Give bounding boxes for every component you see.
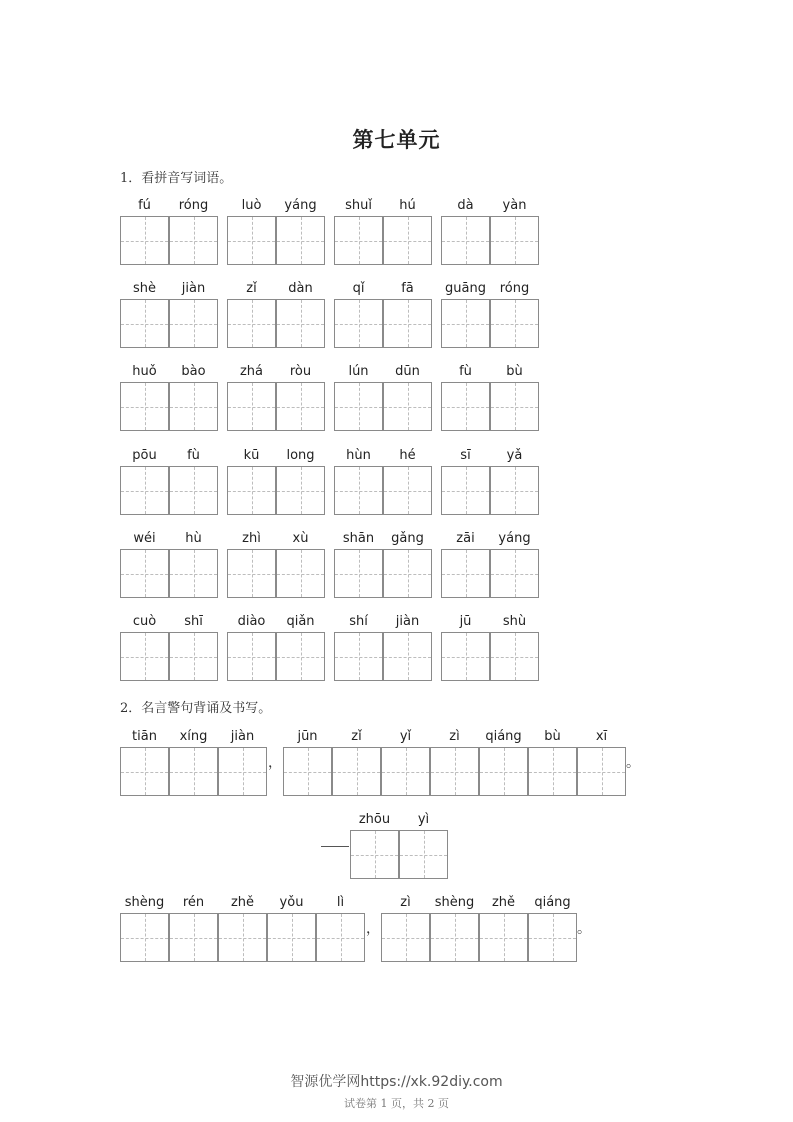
pinyin-label: hù [185,531,202,546]
writing-cell[interactable] [383,466,432,515]
pinyin-label: yì [417,812,430,827]
pinyin-label: róng [499,281,530,296]
writing-cell[interactable] [169,913,218,962]
pinyin-label: dàn [288,281,313,296]
writing-cell[interactable] [441,466,490,515]
pinyin-label: pōu [132,448,157,463]
pinyin-label: shī [184,614,203,629]
writing-cell[interactable] [276,299,325,348]
writing-cell[interactable] [441,216,490,265]
period: 。 [577,921,591,937]
watermark: 智源优学网https://xk.92diy.com [290,1074,503,1090]
writing-cell[interactable] [120,632,169,681]
question-2-label: 2．名言警句背诵及书写。 [120,701,272,716]
writing-cell[interactable] [227,216,276,265]
period: 。 [626,755,640,771]
writing-cell[interactable] [383,382,432,431]
writing-cell[interactable] [120,549,169,598]
writing-cell[interactable] [276,549,325,598]
pinyin-label: shù [502,614,527,629]
pinyin-label: tiān [132,729,157,744]
writing-cell[interactable] [441,299,490,348]
pinyin-label: yǎ [506,448,523,463]
pinyin-label: shuǐ [345,198,372,213]
writing-cell[interactable] [334,216,383,265]
writing-cell[interactable] [169,299,218,348]
writing-cell[interactable] [283,747,332,796]
author-dash [321,846,349,847]
pinyin-label: jiàn [230,729,255,744]
pinyin-label: dūn [395,364,420,379]
pinyin-label: zǐ [351,729,362,744]
writing-cell[interactable] [120,299,169,348]
writing-cell[interactable] [120,382,169,431]
writing-cell[interactable] [169,747,218,796]
writing-cell[interactable] [490,382,539,431]
pinyin-label: hú [399,198,416,213]
pinyin-label: qiáng [485,729,522,744]
writing-cell[interactable] [267,913,316,962]
writing-cell[interactable] [430,913,479,962]
writing-cell[interactable] [218,747,267,796]
pinyin-label: hé [399,448,416,463]
writing-cell[interactable] [316,913,365,962]
pinyin-label: huǒ [132,364,157,379]
writing-cell[interactable] [169,216,218,265]
pinyin-label: zì [449,729,460,744]
pinyin-label: yàn [502,198,527,213]
pinyin-label: jūn [297,729,318,744]
pinyin-label: bù [544,729,561,744]
pinyin-label: jiàn [181,281,206,296]
pinyin-label: shí [349,614,368,629]
pinyin-label: bào [181,364,206,379]
comma: ， [268,755,282,771]
writing-cell[interactable] [332,747,381,796]
pinyin-label: zǐ [246,281,257,296]
pinyin-label: yáng [284,198,317,213]
pinyin-label: long [286,448,315,463]
writing-cell[interactable] [383,216,432,265]
pinyin-label: gǎng [391,531,424,546]
writing-cell[interactable] [490,466,539,515]
pinyin-label: yǐ [399,729,412,744]
pinyin-label: sī [460,448,471,463]
pinyin-label: qiáng [534,895,571,910]
pinyin-label: zhě [491,895,516,910]
pinyin-label: fù [187,448,200,463]
pinyin-label: wéi [133,531,156,546]
pinyin-label: hùn [346,448,371,463]
writing-cell[interactable] [334,466,383,515]
pinyin-label: qǐ [352,281,365,296]
writing-cell[interactable] [381,913,430,962]
pinyin-label: yǒu [279,895,304,910]
writing-cell[interactable] [276,466,325,515]
pinyin-label: zhě [230,895,255,910]
writing-cell[interactable] [276,632,325,681]
writing-cell[interactable] [120,747,169,796]
writing-cell[interactable] [334,299,383,348]
writing-cell[interactable] [490,299,539,348]
pinyin-label: xíng [179,729,208,744]
pinyin-label: rén [182,895,205,910]
pinyin-label: zhōu [358,812,391,827]
pinyin-label: shè [132,281,156,296]
writing-cell[interactable] [490,549,539,598]
pinyin-label: luò [241,198,262,213]
pinyin-label: shèng [124,895,165,910]
page-number: 试卷第 1 页，共 2 页 [344,1097,449,1110]
pinyin-label: bù [506,364,523,379]
pinyin-label: shān [342,531,375,546]
pinyin-label: xī [595,729,608,744]
writing-cell[interactable] [490,632,539,681]
writing-cell[interactable] [577,747,626,796]
writing-cell[interactable] [169,632,218,681]
writing-cell[interactable] [383,549,432,598]
pinyin-label: xù [292,531,309,546]
writing-cell[interactable] [276,216,325,265]
pinyin-label: fù [459,364,472,379]
pinyin-label: lì [336,895,345,910]
writing-cell[interactable] [383,632,432,681]
writing-cell[interactable] [490,216,539,265]
writing-cell[interactable] [227,632,276,681]
writing-cell[interactable] [334,632,383,681]
pinyin-label: fú [138,198,151,213]
writing-cell[interactable] [381,747,430,796]
writing-cell[interactable] [441,632,490,681]
writing-cell[interactable] [218,913,267,962]
writing-cell[interactable] [120,466,169,515]
pinyin-label: diào [237,614,266,629]
writing-cell[interactable] [227,549,276,598]
pinyin-label: zāi [456,531,475,546]
writing-cell[interactable] [334,549,383,598]
comma: ， [366,921,380,937]
writing-cell[interactable] [350,830,399,879]
writing-cell[interactable] [383,299,432,348]
writing-cell[interactable] [441,549,490,598]
pinyin-label: zhá [239,364,264,379]
pinyin-label: jū [459,614,472,629]
pinyin-label: kū [243,448,260,463]
pinyin-label: cuò [132,614,157,629]
writing-cell[interactable] [227,299,276,348]
pinyin-label: ròu [289,364,312,379]
writing-cell[interactable] [169,382,218,431]
pinyin-label: fā [401,281,414,296]
pinyin-label: guāng [445,281,486,296]
writing-cell[interactable] [227,382,276,431]
pinyin-label: róng [178,198,209,213]
writing-cell[interactable] [120,216,169,265]
pinyin-label: zhì [242,531,261,546]
pinyin-label: qiǎn [286,614,315,629]
page-title: 第七单元 [352,127,441,152]
pinyin-label: yáng [498,531,531,546]
writing-cell[interactable] [430,747,479,796]
pinyin-label: dà [457,198,474,213]
writing-cell[interactable] [120,913,169,962]
pinyin-label: shèng [434,895,475,910]
writing-cell[interactable] [479,747,528,796]
pinyin-label: jiàn [395,614,420,629]
writing-cell[interactable] [528,747,577,796]
writing-cell[interactable] [227,466,276,515]
writing-cell[interactable] [169,466,218,515]
pinyin-label: zì [400,895,411,910]
writing-cell[interactable] [169,549,218,598]
writing-cell[interactable] [334,382,383,431]
question-1-label: 1．看拼音写词语。 [120,171,233,186]
writing-cell[interactable] [479,913,528,962]
writing-cell[interactable] [528,913,577,962]
writing-cell[interactable] [276,382,325,431]
writing-cell[interactable] [441,382,490,431]
pinyin-label: lún [348,364,369,379]
writing-cell[interactable] [399,830,448,879]
